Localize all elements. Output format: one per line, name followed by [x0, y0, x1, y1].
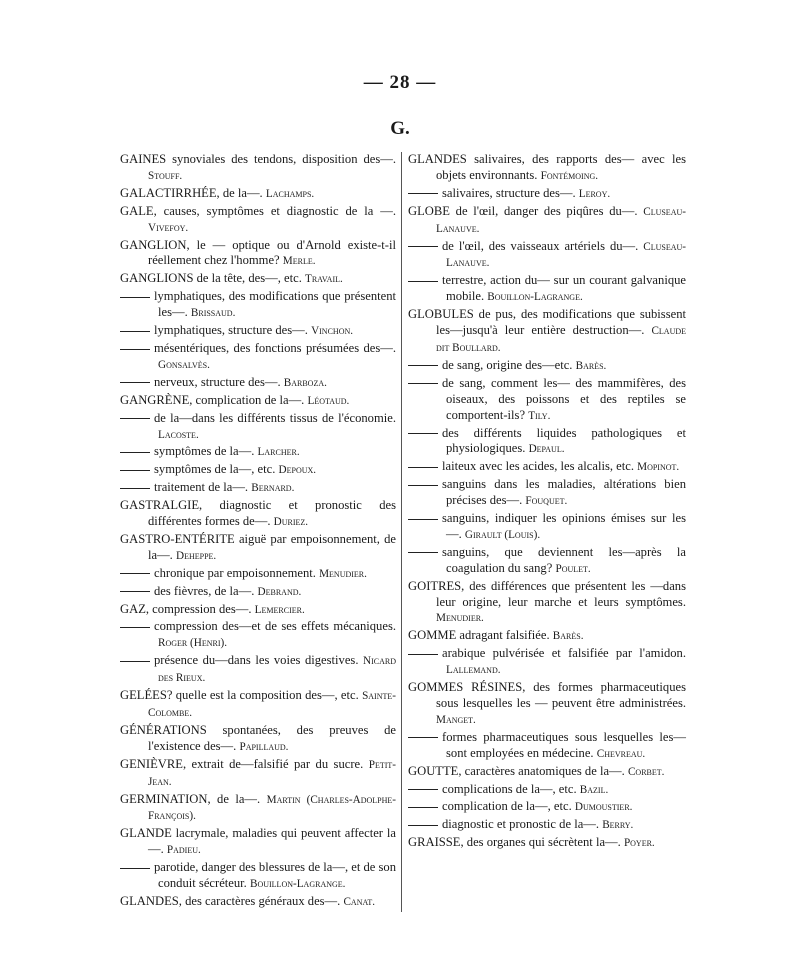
index-subentry [120, 860, 396, 893]
repeat-dash [120, 584, 154, 600]
entry-text: parotide, danger des blessures de la—, et de son conduit sécréteur. [154, 860, 397, 891]
index-subentry [120, 444, 396, 461]
index-subentry [120, 653, 396, 687]
repeat-dash [408, 273, 442, 289]
entry-author: Lallemand. [446, 664, 501, 677]
entry-text: laiteux avec les acides, les alcalis, etc. [442, 459, 634, 474]
entry-text: de l'œil, des vaisseaux artériels du—. [442, 238, 639, 253]
entry-author: Manget. [436, 713, 476, 726]
repeat-dash [408, 376, 442, 392]
index-entry [120, 688, 396, 722]
entry-author: Duriez. [273, 516, 309, 529]
index-entry [408, 204, 686, 238]
entry-text: GASTRALGIE, diagnostic et pronostic des différentes formes de—. [120, 498, 396, 529]
repeat-dash [408, 459, 442, 475]
entry-text: de sang, origine des—etc. [442, 357, 573, 372]
entry-author: Mopinot. [637, 461, 680, 474]
index-subentry [120, 480, 396, 497]
entry-author: Gonsalvès. [158, 358, 210, 371]
index-subentry [408, 511, 686, 544]
index-subentry [408, 545, 686, 578]
entry-text: GLANDE lacrymale, maladies qui peuvent affecter la—. [120, 826, 396, 857]
entry-text: GALACTIRRHÉE, de la—. [120, 185, 263, 200]
index-subentry [408, 426, 686, 459]
entry-author: Depoux. [278, 464, 317, 477]
entry-author: Lemercier. [254, 603, 305, 616]
repeat-dash [408, 646, 442, 662]
index-entry [408, 628, 686, 645]
entry-author: Vivefoy. [148, 221, 189, 234]
repeat-dash [408, 477, 442, 493]
entry-text: sanguins, indiquer les opinions émises sur les—. [442, 511, 686, 541]
entry-text: GLANDES, des caractères généraux des—. [120, 893, 341, 908]
entry-text: GENIÈVRE, extrait de—falsifié par du sucre. [120, 756, 364, 771]
entry-text: de sang, comment les— des mammifères, des oiseaux, des poissons et des reptiles se comportent-ils? [442, 375, 686, 422]
column-divider [401, 152, 402, 912]
index-entry [120, 602, 396, 619]
entry-author: Bouillon-Lagrange. [249, 878, 346, 891]
entry-text: symptômes de la—. [154, 444, 255, 459]
page-number: — 28 — [363, 72, 437, 93]
entry-text: GLOBE de l'œil, danger des piqûres du—. [408, 203, 638, 218]
entry-author: Barès. [552, 630, 584, 643]
repeat-dash [120, 619, 154, 635]
entry-text: arabique pulvérisée et falsifiée par l'amidon. [442, 646, 686, 661]
index-subentry [408, 376, 686, 425]
entry-author: Brissaud. [190, 307, 236, 320]
entry-author: Sainte-Colombe. [148, 690, 397, 719]
entry-author: Vinchon. [311, 325, 354, 338]
entry-text: GLOBULES de pus, des modifications que subissent les—jusqu'à leur entière destruction—. [408, 307, 686, 338]
entry-text: terrestre, action du— sur un courant galvanique mobile. [442, 273, 686, 304]
entry-text: GANGLION, le — optique ou d'Arnold existe-t-il réellement chez l'homme? [120, 237, 396, 268]
entry-text: complications de la—, etc. [442, 781, 577, 796]
entry-author: Lacoste. [158, 428, 199, 441]
right-column [408, 152, 686, 853]
entry-text: des fièvres, de la—. [154, 583, 255, 598]
index-subentry [120, 619, 396, 652]
entry-text: GLANDES salivaires, des rapports des— avec les objets environnants. [408, 152, 686, 182]
entry-author: Barès. [575, 359, 607, 372]
entry-text: des différents liquides pathologiques et physiologiques. [442, 425, 686, 456]
repeat-dash [120, 411, 154, 427]
entry-author: Bouillon-Lagrange. [487, 291, 583, 304]
index-entry [408, 764, 686, 781]
entry-text: symptômes de la—, etc. [154, 462, 276, 477]
entry-author: Stouff. [148, 169, 183, 182]
entry-text: GÉNÉRATIONS spontanées, des preuves de l'existence des—. [120, 722, 396, 753]
entry-author: Barboza. [283, 376, 327, 389]
repeat-dash [408, 186, 442, 202]
entry-text: salivaires, structure des—. [442, 185, 576, 200]
entry-author: Cluseau-Lanauve. [446, 240, 686, 270]
repeat-dash [408, 511, 442, 527]
entry-author: Menudier. [436, 612, 484, 625]
index-subentry [408, 358, 686, 375]
index-subentry [408, 730, 686, 763]
index-subentry [408, 273, 686, 306]
index-subentry [120, 584, 396, 601]
repeat-dash [120, 480, 154, 496]
entry-author: Chevreau. [596, 747, 646, 760]
entry-author: Lachamps. [265, 187, 315, 200]
entry-text: GASTRO-ENTÉRITE aiguë par empoisonnement, de la—. [120, 531, 396, 562]
index-subentry [408, 477, 686, 510]
entry-text: GANGLIONS de la tête, des—, etc. [120, 271, 302, 286]
index-subentry [120, 341, 396, 374]
repeat-dash [408, 358, 442, 374]
repeat-dash [408, 782, 442, 798]
entry-text: GOMMES RÉSINES, des formes pharmaceutiques sous lesquelles les — peuvent être administrées. [408, 680, 686, 710]
entry-author: Bernard. [251, 482, 295, 495]
entry-text: sanguins dans les maladies, altérations bien précises des—. [442, 477, 686, 508]
entry-author: Léotaud. [307, 394, 350, 407]
entry-text: GOUTTE, caractères anatomiques de la—. [408, 763, 625, 778]
index-entry [120, 204, 396, 237]
entry-author: Leroy. [578, 187, 611, 200]
index-subentry [120, 323, 396, 340]
index-entry [120, 723, 396, 756]
index-subentry [408, 817, 686, 834]
index-entry [120, 186, 396, 203]
entry-text: GELÉES? quelle est la composition des—, etc. [120, 688, 359, 703]
entry-text: GERMINATION, de la—. [120, 791, 261, 806]
entry-text: diagnostic et pronostic de la—. [442, 817, 600, 832]
repeat-dash [120, 375, 154, 391]
entry-author: Corbet. [627, 765, 665, 778]
repeat-dash [120, 860, 154, 876]
repeat-dash [120, 341, 154, 357]
repeat-dash [120, 462, 154, 478]
index-entry [120, 271, 396, 288]
entry-text: lymphatiques, structure des—. [154, 323, 308, 338]
entry-text: formes pharmaceutiques sous lesquelles les—sont employées en médecine. [442, 729, 686, 760]
entry-author: Dumoustier. [574, 801, 633, 814]
entry-text: sanguins, que deviennent les—après la coagulation du sang? [442, 544, 686, 575]
entry-author: Debrand. [257, 585, 302, 598]
entry-text: GAINES synoviales des tendons, disposition des—. [120, 152, 396, 166]
index-entry [120, 393, 396, 410]
index-entry [120, 238, 396, 271]
entry-author: Petit-Jean. [148, 758, 396, 788]
repeat-dash [408, 799, 442, 815]
repeat-dash [408, 426, 442, 442]
index-entry [408, 835, 686, 852]
entry-author: Berry. [602, 819, 634, 832]
entry-author: Menudier. [319, 567, 367, 580]
index-entry [120, 532, 396, 565]
entry-text: de la—dans les différents tissus de l'économie. [154, 410, 396, 425]
index-subentry [120, 289, 396, 322]
entry-text: présence du—dans les voies digestives. [154, 653, 359, 668]
index-entry [120, 757, 396, 791]
section-letter: G. [390, 118, 410, 139]
entry-author: Canat. [343, 895, 376, 908]
entry-author: Padieu. [166, 844, 201, 857]
entry-text: traitement de la—. [154, 480, 249, 495]
entry-text: GANGRÈNE, complication de la—. [120, 392, 305, 407]
index-subentry [120, 411, 396, 444]
index-subentry [408, 186, 686, 203]
entry-text: chronique par empoisonnement. [154, 565, 316, 580]
index-entry [408, 680, 686, 729]
entry-text: mésentériques, des fonctions présumées des—. [154, 340, 396, 355]
entry-author: Cluseau-Lanauve. [436, 205, 686, 235]
index-subentry [120, 375, 396, 392]
index-entry [120, 792, 396, 826]
entry-text: GOMME adragant falsifiée. [408, 628, 550, 643]
entry-author: Papillaud. [239, 740, 289, 753]
entry-text: lymphatiques, des modifications que présentent les—. [154, 289, 396, 320]
index-entry [120, 498, 396, 531]
entry-author: Depaul. [528, 443, 565, 456]
entry-author: Girault (Louis). [464, 528, 541, 541]
repeat-dash [120, 289, 154, 305]
repeat-dash [120, 653, 154, 669]
index-subentry [408, 646, 686, 679]
entry-author: Poulet. [555, 562, 591, 575]
entry-author: Bazil. [579, 783, 609, 796]
entry-author: Tily. [528, 409, 551, 422]
entry-text: nerveux, structure des—. [154, 374, 281, 389]
entry-author: Larcher. [257, 446, 300, 459]
repeat-dash [408, 545, 442, 561]
entry-author: Deheppe. [176, 549, 217, 562]
index-entry [120, 152, 396, 185]
entry-author: Martin (Charles-Adolphe-François). [148, 793, 396, 823]
repeat-dash [408, 239, 442, 255]
index-subentry [120, 566, 396, 583]
repeat-dash [120, 444, 154, 460]
left-column [120, 152, 396, 912]
entry-author: Merle. [282, 255, 316, 268]
entry-text: compression des—et de ses effets mécaniques. [154, 619, 396, 634]
index-entry [408, 579, 686, 628]
index-entry [408, 307, 686, 357]
index-subentry [408, 459, 686, 476]
repeat-dash [408, 730, 442, 746]
index-entry [120, 826, 396, 859]
index-subentry [408, 239, 686, 273]
entry-author: Claude dit Boullard. [436, 325, 687, 354]
repeat-dash [120, 566, 154, 582]
repeat-dash [120, 323, 154, 339]
index-entry [120, 894, 396, 911]
entry-text: GAZ, compression des—. [120, 601, 252, 616]
entry-author: Poyer. [623, 837, 655, 850]
index-subentry [408, 782, 686, 799]
entry-author: Roger (Henri). [158, 637, 228, 650]
entry-text: GRAISSE, des organes qui sécrètent la—. [408, 835, 621, 850]
index-entry [408, 152, 686, 185]
entry-author: Travail. [305, 273, 343, 286]
entry-text: GALE, causes, symptômes et diagnostic de la —. [120, 203, 396, 218]
entry-text: complication de la—, etc. [442, 799, 572, 814]
entry-author: Fouquet. [525, 495, 568, 508]
entry-text: GOITRES, des différences que présentent les —dans leur origine, leur marche et leurs symptômes. [408, 578, 686, 609]
entry-author: Nicard des Rieux. [158, 655, 396, 685]
entry-author: Fontémoing. [540, 169, 599, 182]
index-subentry [120, 462, 396, 479]
index-subentry [408, 799, 686, 816]
repeat-dash [408, 817, 442, 833]
